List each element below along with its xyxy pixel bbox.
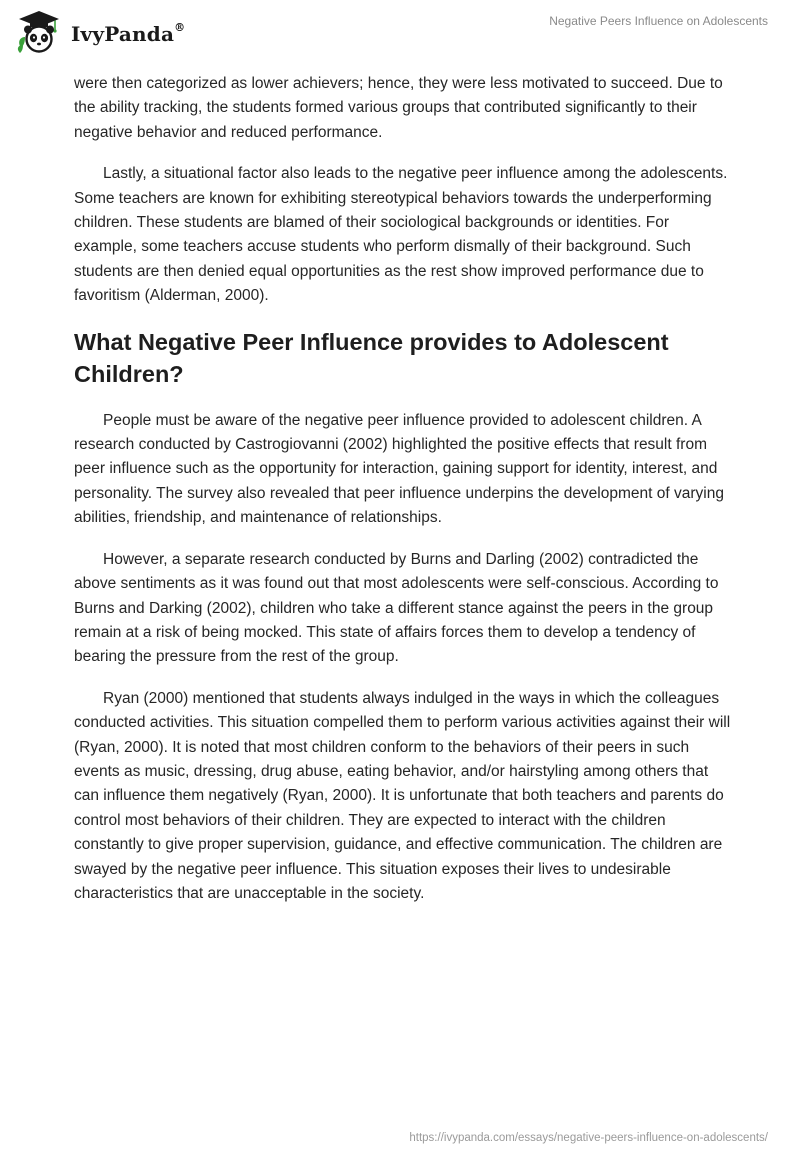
page-header [0, 0, 800, 72]
source-url[interactable]: https://ivypanda.com/essays/negative-peers-influence-on-adolescents/ [409, 1132, 768, 1144]
ivypanda-logo[interactable] [15, 8, 185, 56]
paragraph-ryan: Ryan (2000) mentioned that students always indulged in the ways in which the colleagues conducted activities. This situation compelled them to perform various activities against their will (Ryan, 2000). It is noted that most children conform to the behaviors of their peers in such events as music, dressing, drug abuse, eating behavior, and/or hairstyling among others that can influence them negatively (Ryan, 2000). It is unfortunate that both teachers and parents do control most behaviors of their children. They are expected to interact with the children constantly to give proper supervision, guidance, and effective communication. The children are swayed by the negative peer influence. This situation exposes their lives to undesirable characteristics that are unacceptable in the society. [74, 689, 731, 902]
paragraph-continued: were then categorized as lower achievers; hence, they were less motivated to succeed. Due to the ability tracking, the students formed various groups that contributed significantly to their negative behavior and reduced performance. [74, 75, 723, 141]
paragraph-burns-darling: However, a separate research conducted by Burns and Darling (2002) contradicted the above sentiments as it was found out that most adolescents were self-conscious. According to Burns and Darking (2002), children who take a different stance against the peers in the group remain at a risk of being mocked. This state of affairs forces them to develop a tendency of bearing the pressure from the rest of the group. [74, 550, 719, 666]
panda-graduate-icon [15, 8, 63, 56]
logo-text: IvyPanda® [71, 21, 186, 46]
document-title: Negative Peers Influence on Adolescents [549, 14, 768, 28]
section-heading: What Negative Peer Influence provides to Adolescent Children? [74, 328, 669, 387]
paragraph-situational-factor: Lastly, a situational factor also leads to the negative peer influence among the adolescents. Some teachers are known for exhibiting stereotypical behaviors towards the underperforming children. These students are blamed of their sociological backgrounds or identities. For example, some teachers accuse students who perform dismally of their background. Such students are then denied equal opportunities as the rest show improved performance due to favoritism (Alderman, 2000). [74, 165, 728, 305]
paragraph-awareness: People must be aware of the negative peer influence provided to adolescent children. A research conducted by Castrogiovanni (2002) highlighted the positive effects that result from peer influence such as the opportunity for interaction, gaining support for identity, interest, and personality. The survey also revealed that peer influence underpins the development of varying abilities, friendship, and maintenance of relationships. [74, 411, 724, 527]
essay-body [74, 72, 734, 923]
